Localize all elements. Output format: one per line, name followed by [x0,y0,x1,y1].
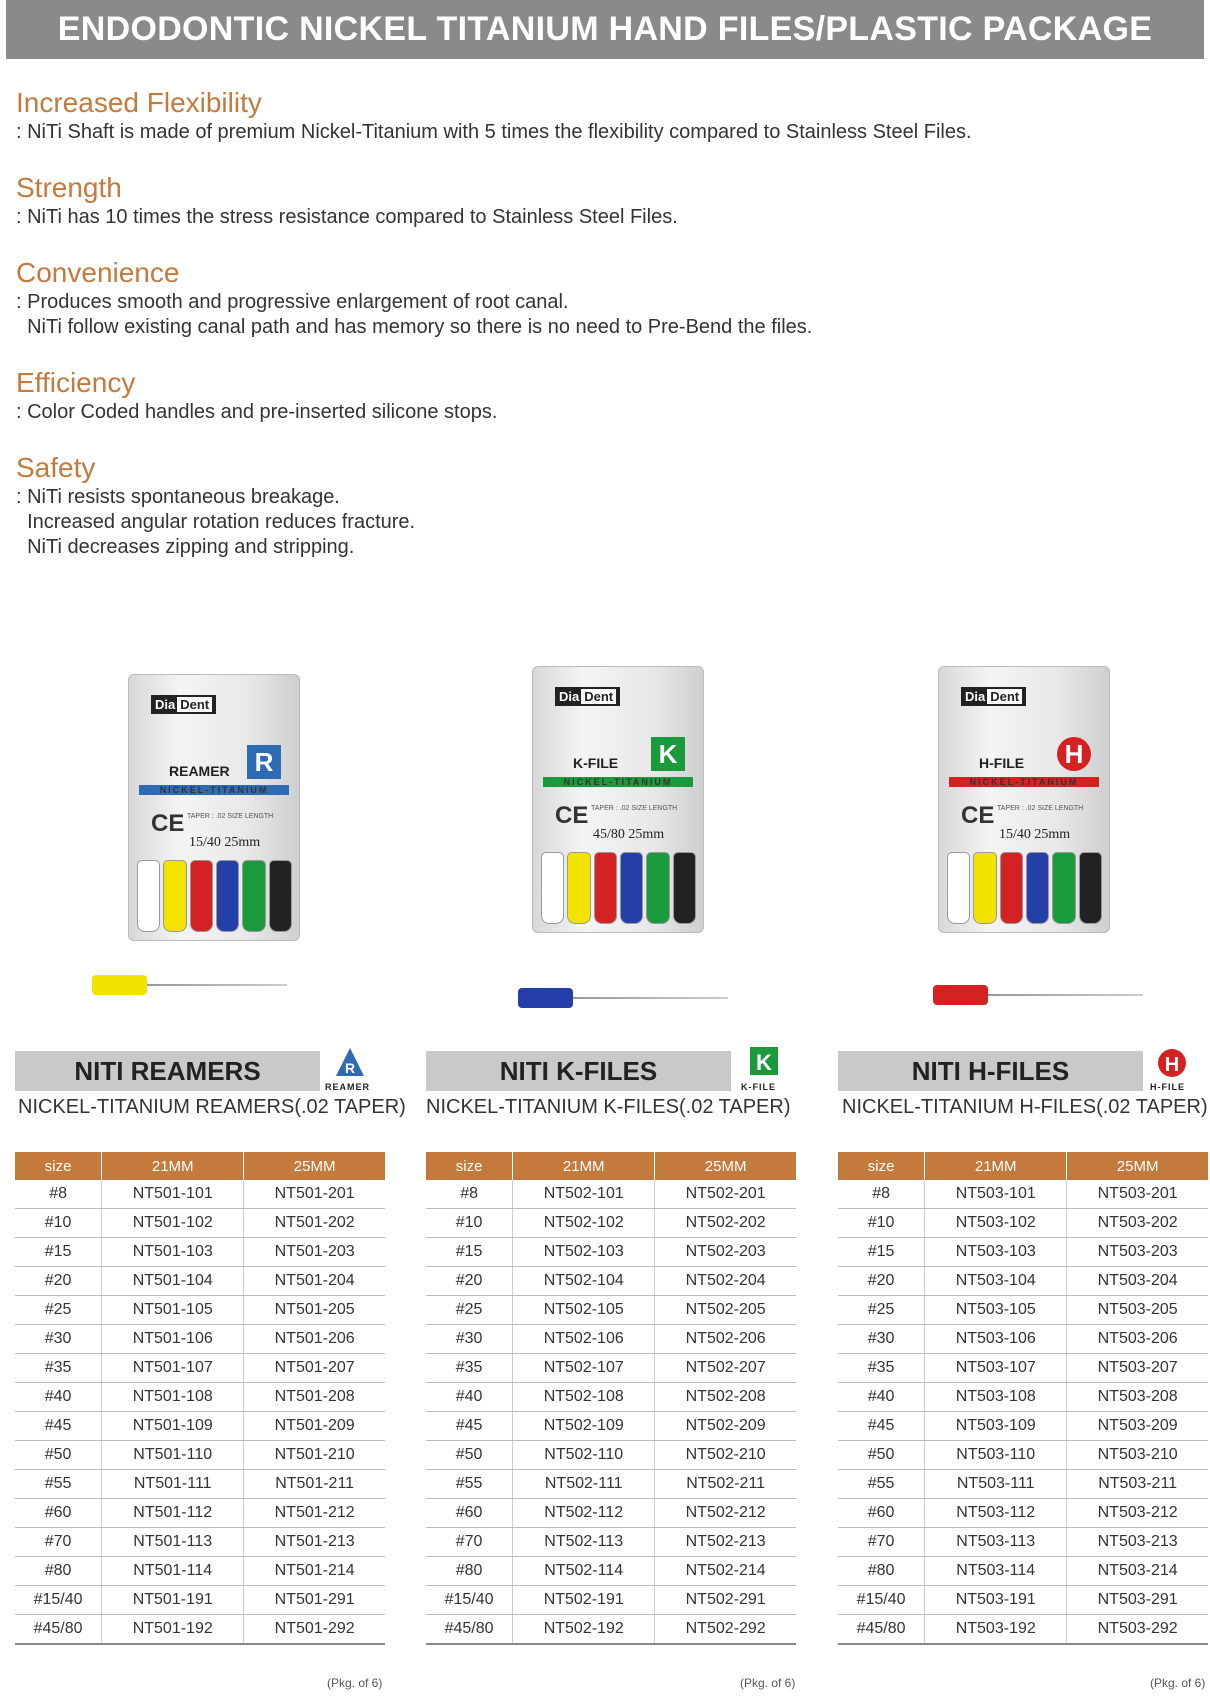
table-row [426,1383,796,1412]
size-cell: #10 [838,1209,925,1238]
size-cell: #45 [838,1412,925,1441]
file-handle [1052,852,1075,924]
pkg-note: (Pkg. of 6) [740,1676,796,1690]
code-25mm-cell: NT501-201 [244,1180,385,1209]
size-cell: #80 [15,1557,102,1586]
file-handle [646,852,669,924]
table-row [426,1499,796,1528]
table-row [838,1267,1208,1296]
code-21mm-cell: NT502-191 [513,1586,655,1615]
code-21mm-cell: NT502-103 [513,1238,655,1267]
code-21mm-cell: NT503-113 [925,1528,1067,1557]
file-handle [137,860,160,932]
feature-title: Efficiency [16,367,136,398]
file-handle [567,852,590,924]
hfile-package-image [938,666,1110,933]
code-25mm-cell: NT502-291 [655,1586,796,1615]
size-cell: #40 [426,1383,513,1412]
code-25mm-cell: NT501-292 [244,1615,385,1645]
hfiles-table [838,1152,1208,1645]
table-row [426,1412,796,1441]
code-25mm-cell: NT503-212 [1067,1499,1208,1528]
table-header: size [15,1152,102,1180]
package-size-label: 15/40 25mm [189,835,261,850]
code-21mm-cell: NT501-111 [102,1470,244,1499]
feature-text: NiTi decreases zipping and stripping. [16,536,355,558]
code-21mm-cell: NT503-191 [925,1586,1067,1615]
table-row [15,1296,385,1325]
reamer-icon-label: REAMER [325,1082,371,1092]
code-21mm-cell: NT501-109 [102,1412,244,1441]
table-row [426,1325,796,1354]
code-21mm-cell: NT503-109 [925,1412,1067,1441]
size-cell: #10 [426,1209,513,1238]
table-row [838,1499,1208,1528]
table-row [426,1586,796,1615]
section-subtitle-hfiles: NICKEL-TITANIUM H-FILES(.02 TAPER) [842,1096,1208,1118]
file-handles [541,852,696,924]
code-21mm-cell: NT502-192 [513,1615,655,1645]
kfile-square-icon [749,1046,779,1076]
feature-text: : NiTi resists spontaneous breakage. [16,486,340,508]
size-cell: #8 [15,1180,102,1209]
code-25mm-cell: NT502-207 [655,1354,796,1383]
feature-title: Convenience [16,257,180,288]
feature-text: : NiTi has 10 times the stress resistance compared to Stainless Steel Files. [16,206,678,228]
code-25mm-cell: NT502-212 [655,1499,796,1528]
code-25mm-cell: NT502-209 [655,1412,796,1441]
table-row [838,1615,1208,1645]
size-cell: #45 [15,1412,102,1441]
size-cell: #80 [838,1557,925,1586]
page-banner: ENDODONTIC NICKEL TITANIUM HAND FILES/PLASTIC PACKAGE [6,0,1204,59]
table-row [15,1238,385,1267]
code-25mm-cell: NT501-291 [244,1586,385,1615]
code-25mm-cell: NT503-214 [1067,1557,1208,1586]
file-handle [1079,852,1102,924]
file-handle [673,852,696,924]
size-cell: #15 [838,1238,925,1267]
code-21mm-cell: NT502-101 [513,1180,655,1209]
hfile-instrument-image [933,985,1143,1005]
feature-strength [16,171,1166,230]
code-25mm-cell: NT502-206 [655,1325,796,1354]
table-row [838,1528,1208,1557]
size-cell: #8 [838,1180,925,1209]
code-25mm-cell: NT501-213 [244,1528,385,1557]
table-row [838,1354,1208,1383]
package-stripe: NICKEL-TITANIUM [139,785,289,795]
size-cell: #60 [426,1499,513,1528]
table-row [15,1267,385,1296]
reamer-badge-icon: R [247,745,281,779]
code-21mm-cell: NT503-107 [925,1354,1067,1383]
pkg-note: (Pkg. of 6) [327,1676,383,1690]
table-row [838,1238,1208,1267]
table-header: 21MM [513,1152,655,1180]
code-21mm-cell: NT501-113 [102,1528,244,1557]
table-row [838,1412,1208,1441]
feature-flexibility [16,86,1166,145]
size-cell: #50 [15,1441,102,1470]
file-handle [541,852,564,924]
code-25mm-cell: NT502-208 [655,1383,796,1412]
code-21mm-cell: NT503-112 [925,1499,1067,1528]
code-21mm-cell: NT501-192 [102,1615,244,1645]
code-25mm-cell: NT501-212 [244,1499,385,1528]
file-handle [216,860,239,932]
table-header: size [426,1152,513,1180]
table-row [838,1586,1208,1615]
taper-size-length: TAPER : .02 SIZE LENGTH [187,813,274,820]
size-cell: #35 [838,1354,925,1383]
section-title-kfiles: NITI K-FILES [426,1051,731,1091]
code-25mm-cell: NT503-208 [1067,1383,1208,1412]
code-21mm-cell: NT502-104 [513,1267,655,1296]
code-25mm-cell: NT501-204 [244,1267,385,1296]
table-row [838,1325,1208,1354]
table-row [426,1557,796,1586]
code-21mm-cell: NT503-102 [925,1209,1067,1238]
section-subtitle-reamers: NICKEL-TITANIUM REAMERS(.02 TAPER) [18,1096,406,1118]
size-cell: #45/80 [426,1615,513,1645]
code-21mm-cell: NT503-114 [925,1557,1067,1586]
brand-logo: Dia Dent [151,695,216,714]
table-row [15,1441,385,1470]
feature-text: Increased angular rotation reduces fracture. [16,511,416,533]
code-21mm-cell: NT503-104 [925,1267,1067,1296]
code-25mm-cell: NT503-203 [1067,1238,1208,1267]
table-row [426,1267,796,1296]
pkg-note: (Pkg. of 6) [1150,1676,1206,1690]
kfile-instrument-image [518,988,728,1008]
code-25mm-cell: NT503-292 [1067,1615,1208,1645]
table-row [15,1470,385,1499]
svg-text:H: H [1164,1054,1180,1076]
code-25mm-cell: NT502-214 [655,1557,796,1586]
code-25mm-cell: NT503-202 [1067,1209,1208,1238]
file-handle [973,852,996,924]
code-25mm-cell: NT501-206 [244,1325,385,1354]
size-cell: #70 [426,1528,513,1557]
feature-convenience [16,256,1166,340]
code-21mm-cell: NT502-110 [513,1441,655,1470]
code-25mm-cell: NT502-292 [655,1615,796,1645]
code-25mm-cell: NT501-205 [244,1296,385,1325]
taper-size-length: TAPER : .02 SIZE LENGTH [997,805,1084,812]
table-header: 25MM [1067,1152,1208,1180]
size-cell: #45/80 [15,1615,102,1645]
size-cell: #40 [838,1383,925,1412]
size-cell: #15 [426,1238,513,1267]
code-25mm-cell: NT501-211 [244,1470,385,1499]
code-25mm-cell: NT503-291 [1067,1586,1208,1615]
svg-text:R: R [344,1060,356,1076]
size-cell: #70 [15,1528,102,1557]
hfile-icon-label: H-FILE [1150,1082,1185,1092]
table-row [426,1615,796,1645]
code-25mm-cell: NT502-201 [655,1180,796,1209]
file-handle [163,860,186,932]
code-21mm-cell: NT501-102 [102,1209,244,1238]
code-25mm-cell: NT501-210 [244,1441,385,1470]
size-cell: #70 [838,1528,925,1557]
hfile-circle-icon [1157,1048,1187,1078]
ce-mark: CE [555,802,589,829]
code-21mm-cell: NT501-112 [102,1499,244,1528]
size-cell: #55 [838,1470,925,1499]
ce-mark: CE [961,802,995,829]
code-25mm-cell: NT503-201 [1067,1180,1208,1209]
table-row [15,1383,385,1412]
kfile-badge-icon: K [651,737,685,771]
code-21mm-cell: NT503-101 [925,1180,1067,1209]
size-cell: #60 [15,1499,102,1528]
code-21mm-cell: NT501-104 [102,1267,244,1296]
code-21mm-cell: NT501-105 [102,1296,244,1325]
table-header: 25MM [244,1152,385,1180]
size-cell: #35 [15,1354,102,1383]
code-25mm-cell: NT503-206 [1067,1325,1208,1354]
size-cell: #25 [426,1296,513,1325]
code-21mm-cell: NT501-101 [102,1180,244,1209]
code-21mm-cell: NT503-103 [925,1238,1067,1267]
code-21mm-cell: NT501-106 [102,1325,244,1354]
feature-title: Strength [16,172,122,203]
package-type-label: H-FILE [979,755,1025,771]
size-cell: #15/40 [426,1586,513,1615]
size-cell: #40 [15,1383,102,1412]
table-row [426,1238,796,1267]
table-row [15,1412,385,1441]
table-row [426,1296,796,1325]
code-21mm-cell: NT502-114 [513,1557,655,1586]
file-handle [947,852,970,924]
kfiles-table [426,1152,796,1645]
file-handles [137,860,292,932]
code-25mm-cell: NT502-203 [655,1238,796,1267]
feature-text: NiTi follow existing canal path and has memory so there is no need to Pre-Bend the files. [16,316,813,338]
size-cell: #30 [15,1325,102,1354]
size-cell: #50 [426,1441,513,1470]
code-25mm-cell: NT502-210 [655,1441,796,1470]
reamers-table [15,1152,385,1645]
code-21mm-cell: NT502-112 [513,1499,655,1528]
section-title-hfiles: NITI H-FILES [838,1051,1143,1091]
size-cell: #15 [15,1238,102,1267]
size-cell: #55 [426,1470,513,1499]
size-cell: #25 [838,1296,925,1325]
code-25mm-cell: NT503-213 [1067,1528,1208,1557]
table-row [15,1557,385,1586]
size-cell: #8 [426,1180,513,1209]
size-cell: #10 [15,1209,102,1238]
table-row [426,1209,796,1238]
taper-size-length: TAPER : .02 SIZE LENGTH [591,805,678,812]
code-21mm-cell: NT503-111 [925,1470,1067,1499]
table-row [15,1180,385,1209]
code-21mm-cell: NT502-105 [513,1296,655,1325]
code-25mm-cell: NT503-204 [1067,1267,1208,1296]
table-row [838,1557,1208,1586]
feature-efficiency [16,366,1166,425]
code-25mm-cell: NT503-211 [1067,1470,1208,1499]
table-header: 21MM [102,1152,244,1180]
file-handle [269,860,292,932]
size-cell: #45 [426,1412,513,1441]
code-25mm-cell: NT501-202 [244,1209,385,1238]
code-25mm-cell: NT501-214 [244,1557,385,1586]
code-21mm-cell: NT503-105 [925,1296,1067,1325]
table-row [426,1470,796,1499]
reamer-triangle-icon [335,1047,365,1077]
code-21mm-cell: NT501-110 [102,1441,244,1470]
file-handle [1026,852,1049,924]
file-handle [242,860,265,932]
size-cell: #50 [838,1441,925,1470]
feature-title: Safety [16,452,96,483]
code-25mm-cell: NT501-208 [244,1383,385,1412]
table-row [838,1209,1208,1238]
code-21mm-cell: NT503-192 [925,1615,1067,1645]
file-handle [1000,852,1023,924]
table-row [426,1528,796,1557]
file-handle [190,860,213,932]
reamer-package-image [128,674,300,941]
package-type-label: K-FILE [573,755,619,771]
code-21mm-cell: NT502-108 [513,1383,655,1412]
kfile-icon-label: K-FILE [741,1082,776,1092]
table-row [15,1325,385,1354]
code-21mm-cell: NT502-113 [513,1528,655,1557]
ce-mark: CE [151,810,185,837]
size-cell: #55 [15,1470,102,1499]
package-size-label: 45/80 25mm [593,827,665,842]
code-21mm-cell: NT501-114 [102,1557,244,1586]
section-subtitle-kfiles: NICKEL-TITANIUM K-FILES(.02 TAPER) [426,1096,791,1118]
brand-logo: Dia Dent [555,687,620,706]
table-row [15,1615,385,1645]
code-21mm-cell: NT502-102 [513,1209,655,1238]
size-cell: #20 [838,1267,925,1296]
svg-text:K: K [756,1050,772,1075]
file-handles [947,852,1102,924]
size-cell: #15/40 [838,1586,925,1615]
code-25mm-cell: NT502-202 [655,1209,796,1238]
code-25mm-cell: NT501-203 [244,1238,385,1267]
section-title-reamers: NITI REAMERS [15,1051,320,1091]
table-row [15,1354,385,1383]
code-21mm-cell: NT502-111 [513,1470,655,1499]
size-cell: #35 [426,1354,513,1383]
package-stripe: NICKEL-TITANIUM [949,777,1099,787]
code-21mm-cell: NT502-109 [513,1412,655,1441]
table-row [15,1528,385,1557]
code-25mm-cell: NT502-204 [655,1267,796,1296]
table-row [426,1180,796,1209]
feature-text: : Produces smooth and progressive enlargement of root canal. [16,291,569,313]
code-25mm-cell: NT503-209 [1067,1412,1208,1441]
table-header: size [838,1152,925,1180]
package-size-label: 15/40 25mm [999,827,1071,842]
brand-logo: Dia Dent [961,687,1026,706]
table-row [426,1354,796,1383]
table-header: 25MM [655,1152,796,1180]
code-25mm-cell: NT502-211 [655,1470,796,1499]
package-type-label: REAMER [169,763,230,779]
table-row [838,1441,1208,1470]
code-21mm-cell: NT501-191 [102,1586,244,1615]
code-25mm-cell: NT501-209 [244,1412,385,1441]
code-25mm-cell: NT503-210 [1067,1441,1208,1470]
code-25mm-cell: NT502-213 [655,1528,796,1557]
code-21mm-cell: NT503-108 [925,1383,1067,1412]
size-cell: #15/40 [15,1586,102,1615]
file-handle [594,852,617,924]
code-25mm-cell: NT503-207 [1067,1354,1208,1383]
size-cell: #80 [426,1557,513,1586]
table-row [838,1470,1208,1499]
feature-text: : Color Coded handles and pre-inserted silicone stops. [16,401,498,423]
table-row [15,1586,385,1615]
reamer-instrument-image [92,975,287,995]
code-21mm-cell: NT501-103 [102,1238,244,1267]
size-cell: #30 [838,1325,925,1354]
table-row [15,1499,385,1528]
code-21mm-cell: NT503-106 [925,1325,1067,1354]
kfile-package-image [532,666,704,933]
table-header: 21MM [925,1152,1067,1180]
size-cell: #45/80 [838,1615,925,1645]
code-21mm-cell: NT502-107 [513,1354,655,1383]
hfile-badge-icon: H [1057,737,1091,771]
code-25mm-cell: NT502-205 [655,1296,796,1325]
code-21mm-cell: NT501-107 [102,1354,244,1383]
code-25mm-cell: NT503-205 [1067,1296,1208,1325]
size-cell: #20 [426,1267,513,1296]
code-21mm-cell: NT501-108 [102,1383,244,1412]
table-row [15,1209,385,1238]
feature-safety [16,451,1166,560]
code-21mm-cell: NT503-110 [925,1441,1067,1470]
code-25mm-cell: NT501-207 [244,1354,385,1383]
table-row [838,1180,1208,1209]
code-21mm-cell: NT502-106 [513,1325,655,1354]
table-row [838,1383,1208,1412]
feature-text: : NiTi Shaft is made of premium Nickel-Titanium with 5 times the flexibility compared to Stainless Steel Files. [16,121,972,143]
table-row [838,1296,1208,1325]
file-handle [620,852,643,924]
size-cell: #25 [15,1296,102,1325]
package-stripe: NICKEL-TITANIUM [543,777,693,787]
table-row [426,1441,796,1470]
size-cell: #60 [838,1499,925,1528]
feature-title: Increased Flexibility [16,87,262,118]
size-cell: #20 [15,1267,102,1296]
size-cell: #30 [426,1325,513,1354]
